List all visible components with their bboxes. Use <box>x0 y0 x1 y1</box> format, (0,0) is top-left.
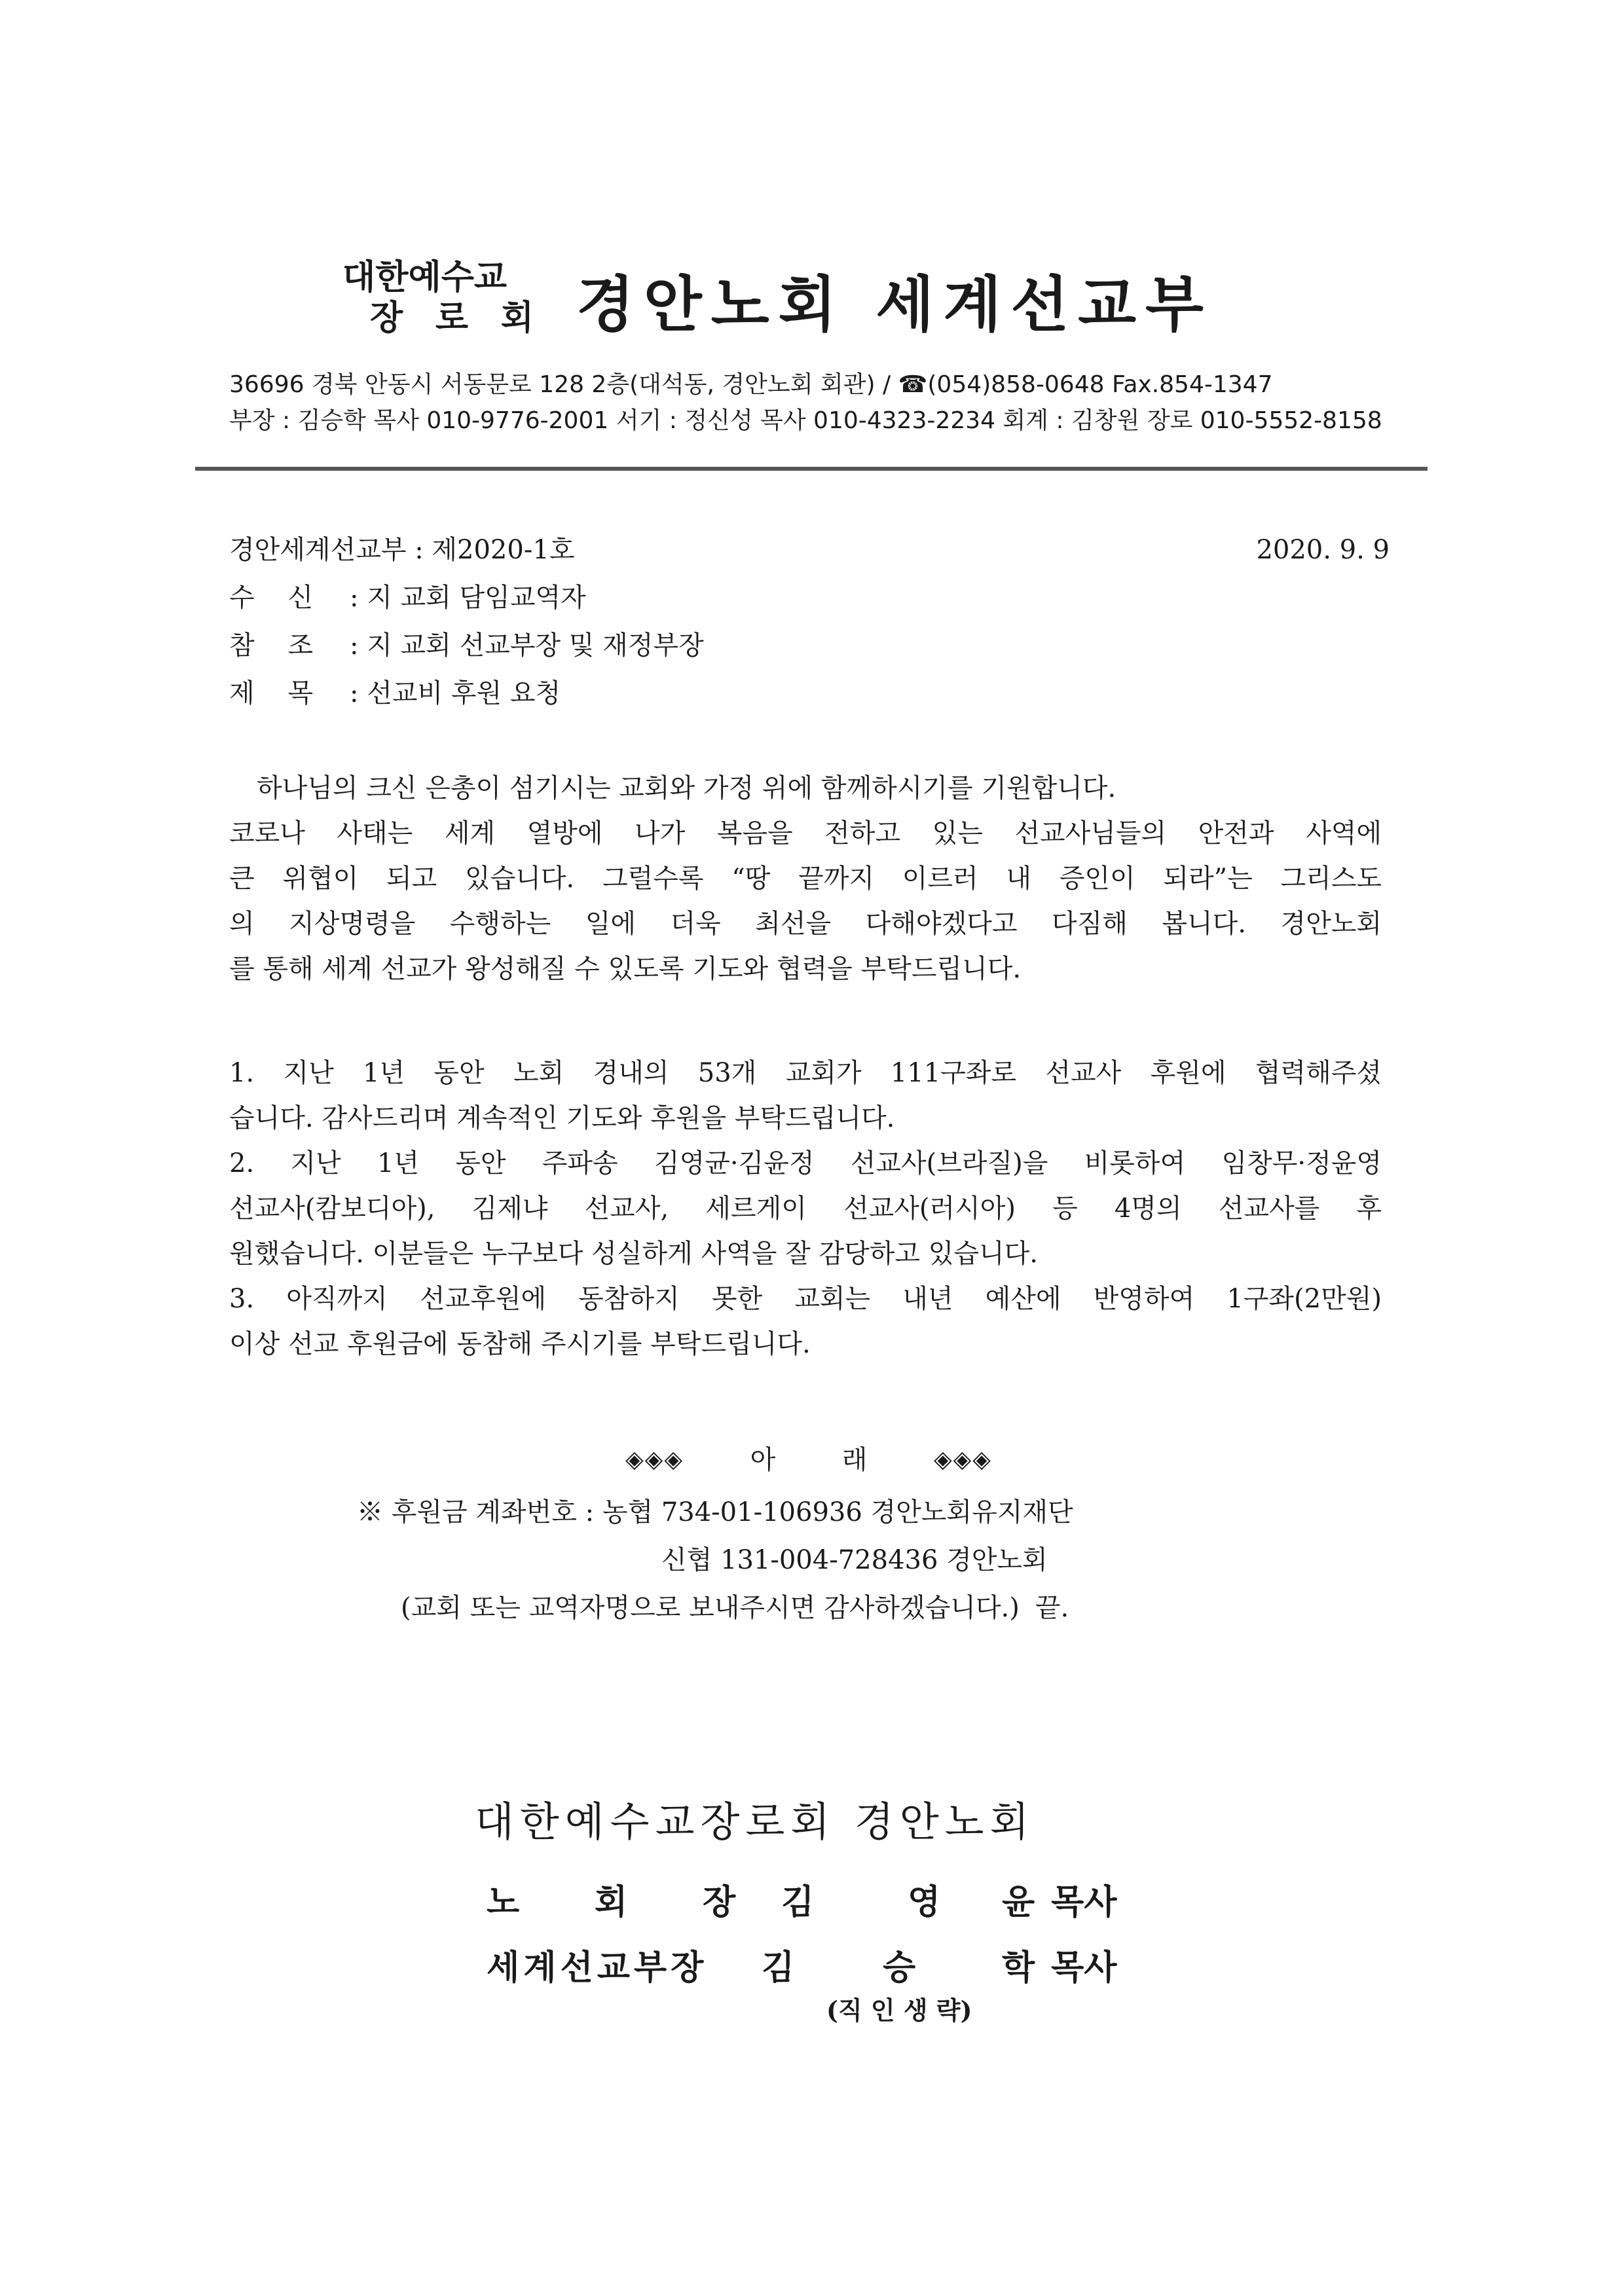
org-line2-char: 로 <box>435 299 469 338</box>
org-name-title: 경안노회 세계선교부 <box>576 270 1213 340</box>
title-char: 장 <box>703 1882 736 1922</box>
field-label: 제 목 <box>229 678 314 708</box>
title-suffix: 목사 <box>1051 1948 1117 1988</box>
account-number-1: 농협 734-01-106936 경안노회유지재단 <box>602 1497 1073 1527</box>
paragraph-line: 2. 지난 1년 동안 주파송 김영균·김윤정 선교사(브라질)을 비롯하여 임창무·정윤영 <box>229 1148 1382 1178</box>
doc-number: 경안세계선교부 : 제2020-1호 <box>229 535 575 565</box>
items-paragraph <box>229 1051 1382 1367</box>
remark-text: (교회 또는 교역자명으로 보내주시면 감사하겠습니다.) <box>401 1593 1020 1623</box>
diamond-ornament-left: ◈◈◈ <box>625 1446 684 1473</box>
field-value: : 선교비 후원 요청 <box>350 678 561 708</box>
paragraph-line: 큰 위협이 되고 있습니다. 그럴수록 “땅 끝까지 이르러 내 증인이 되라”는 그리스도 <box>229 864 1382 894</box>
title-char: 노 <box>487 1882 520 1922</box>
org-line2-char: 장 <box>370 299 403 338</box>
paragraph-line: 선교사(캄보디아), 김제냐 선교사, 세르게이 선교사(러시아) 등 4명의 선교사를 후 <box>229 1194 1382 1224</box>
org-line2-char: 회 <box>500 299 534 338</box>
notice-heading-char: 아 <box>750 1445 776 1475</box>
field-recipient <box>229 585 586 611</box>
paragraph-line: 를 통해 세계 선교가 왕성해질 수 있도록 기도와 협력을 부탁드립니다. <box>229 954 1022 984</box>
field-value: : 지 교회 담임교역자 <box>350 583 586 613</box>
account-label: ※ 후원금 계좌번호 : <box>357 1497 602 1527</box>
name-char: 영 <box>908 1882 941 1922</box>
field-reference <box>229 632 704 659</box>
title-char: 회 <box>595 1882 628 1922</box>
name-char: 김 <box>762 1948 795 1988</box>
paragraph-line: 원했습니다. 이분들은 누구보다 성실하게 사역을 잘 감당하고 있습니다. <box>229 1239 1038 1269</box>
officers-line: 부장 : 김승학 목사 010-9776-2001 서기 : 정신성 목사 010-4323-2234 회계 : 김창원 장로 010-5552-8158 <box>229 407 1382 434</box>
field-subject <box>229 680 561 706</box>
paragraph-line: 3. 아직까지 선교후원에 동참하지 못한 교회는 내년 예산에 반영하여 1구좌(2만원) <box>229 1284 1382 1314</box>
name-char: 학 <box>1002 1948 1035 1988</box>
name-char: 승 <box>883 1948 916 1988</box>
end-mark: 끝. <box>1035 1593 1069 1623</box>
field-label: 수 신 <box>229 583 314 613</box>
paragraph-line: 의 지상명령을 수행하는 일에 더욱 최선을 다해야겠다고 다짐해 봅니다. 경안노회 <box>229 909 1382 939</box>
org-line1: 대한예수교 <box>342 258 507 297</box>
header-divider <box>195 467 1428 471</box>
paragraph-line: 습니다. 감사드리며 계속적인 기도와 후원을 부탁드립니다. <box>229 1103 895 1133</box>
name-char: 김 <box>781 1882 815 1922</box>
signature-row-president <box>487 1882 1128 1925</box>
field-label: 참 조 <box>229 630 314 661</box>
paragraph-line: 이상 선교 후원금에 동참해 주시기를 부탁드립니다. <box>229 1329 811 1359</box>
diamond-ornament-right: ◈◈◈ <box>933 1446 992 1473</box>
paragraph-line: 하나님의 크신 은총이 섬기시는 교회와 가정 위에 함께하시기를 기원합니다. <box>257 773 1116 803</box>
notice-heading <box>625 1447 992 1473</box>
signature-row-mission-head <box>487 1948 1128 1990</box>
account-line-1 <box>357 1499 1073 1525</box>
org-line2 <box>370 299 534 338</box>
doc-date: 2020. 9. 9 <box>1256 535 1390 565</box>
field-value: : 지 교회 선교부장 및 재정부장 <box>350 630 704 661</box>
remark-line <box>401 1595 1069 1621</box>
account-number-2: 신협 131-004-728436 경안노회 <box>661 1545 1048 1575</box>
paragraph-line: 1. 지난 1년 동안 노회 경내의 53개 교회가 111구좌로 선교사 후원에 협력해주셨 <box>229 1058 1382 1088</box>
notice-heading-char: 래 <box>841 1445 868 1475</box>
signature-org: 대한예수교장로회 경안노회 <box>475 1798 1035 1846</box>
title-text: 세계선교부장 <box>487 1948 708 1988</box>
intro-paragraph <box>229 766 1382 992</box>
name-char: 윤 <box>1002 1882 1035 1922</box>
address-line: 36696 경북 안동시 서동문로 128 2층(대석동, 경안노회 회관) / ☎(054)858-0648 Fax.854-1347 <box>229 371 1273 398</box>
paragraph-line: 코로나 사태는 세계 열방에 나가 복음을 전하고 있는 선교사님들의 안전과 사역에 <box>229 818 1382 848</box>
title-suffix: 목사 <box>1051 1882 1117 1922</box>
seal-omitted-note: (직 인 생 략) <box>826 1995 972 2025</box>
